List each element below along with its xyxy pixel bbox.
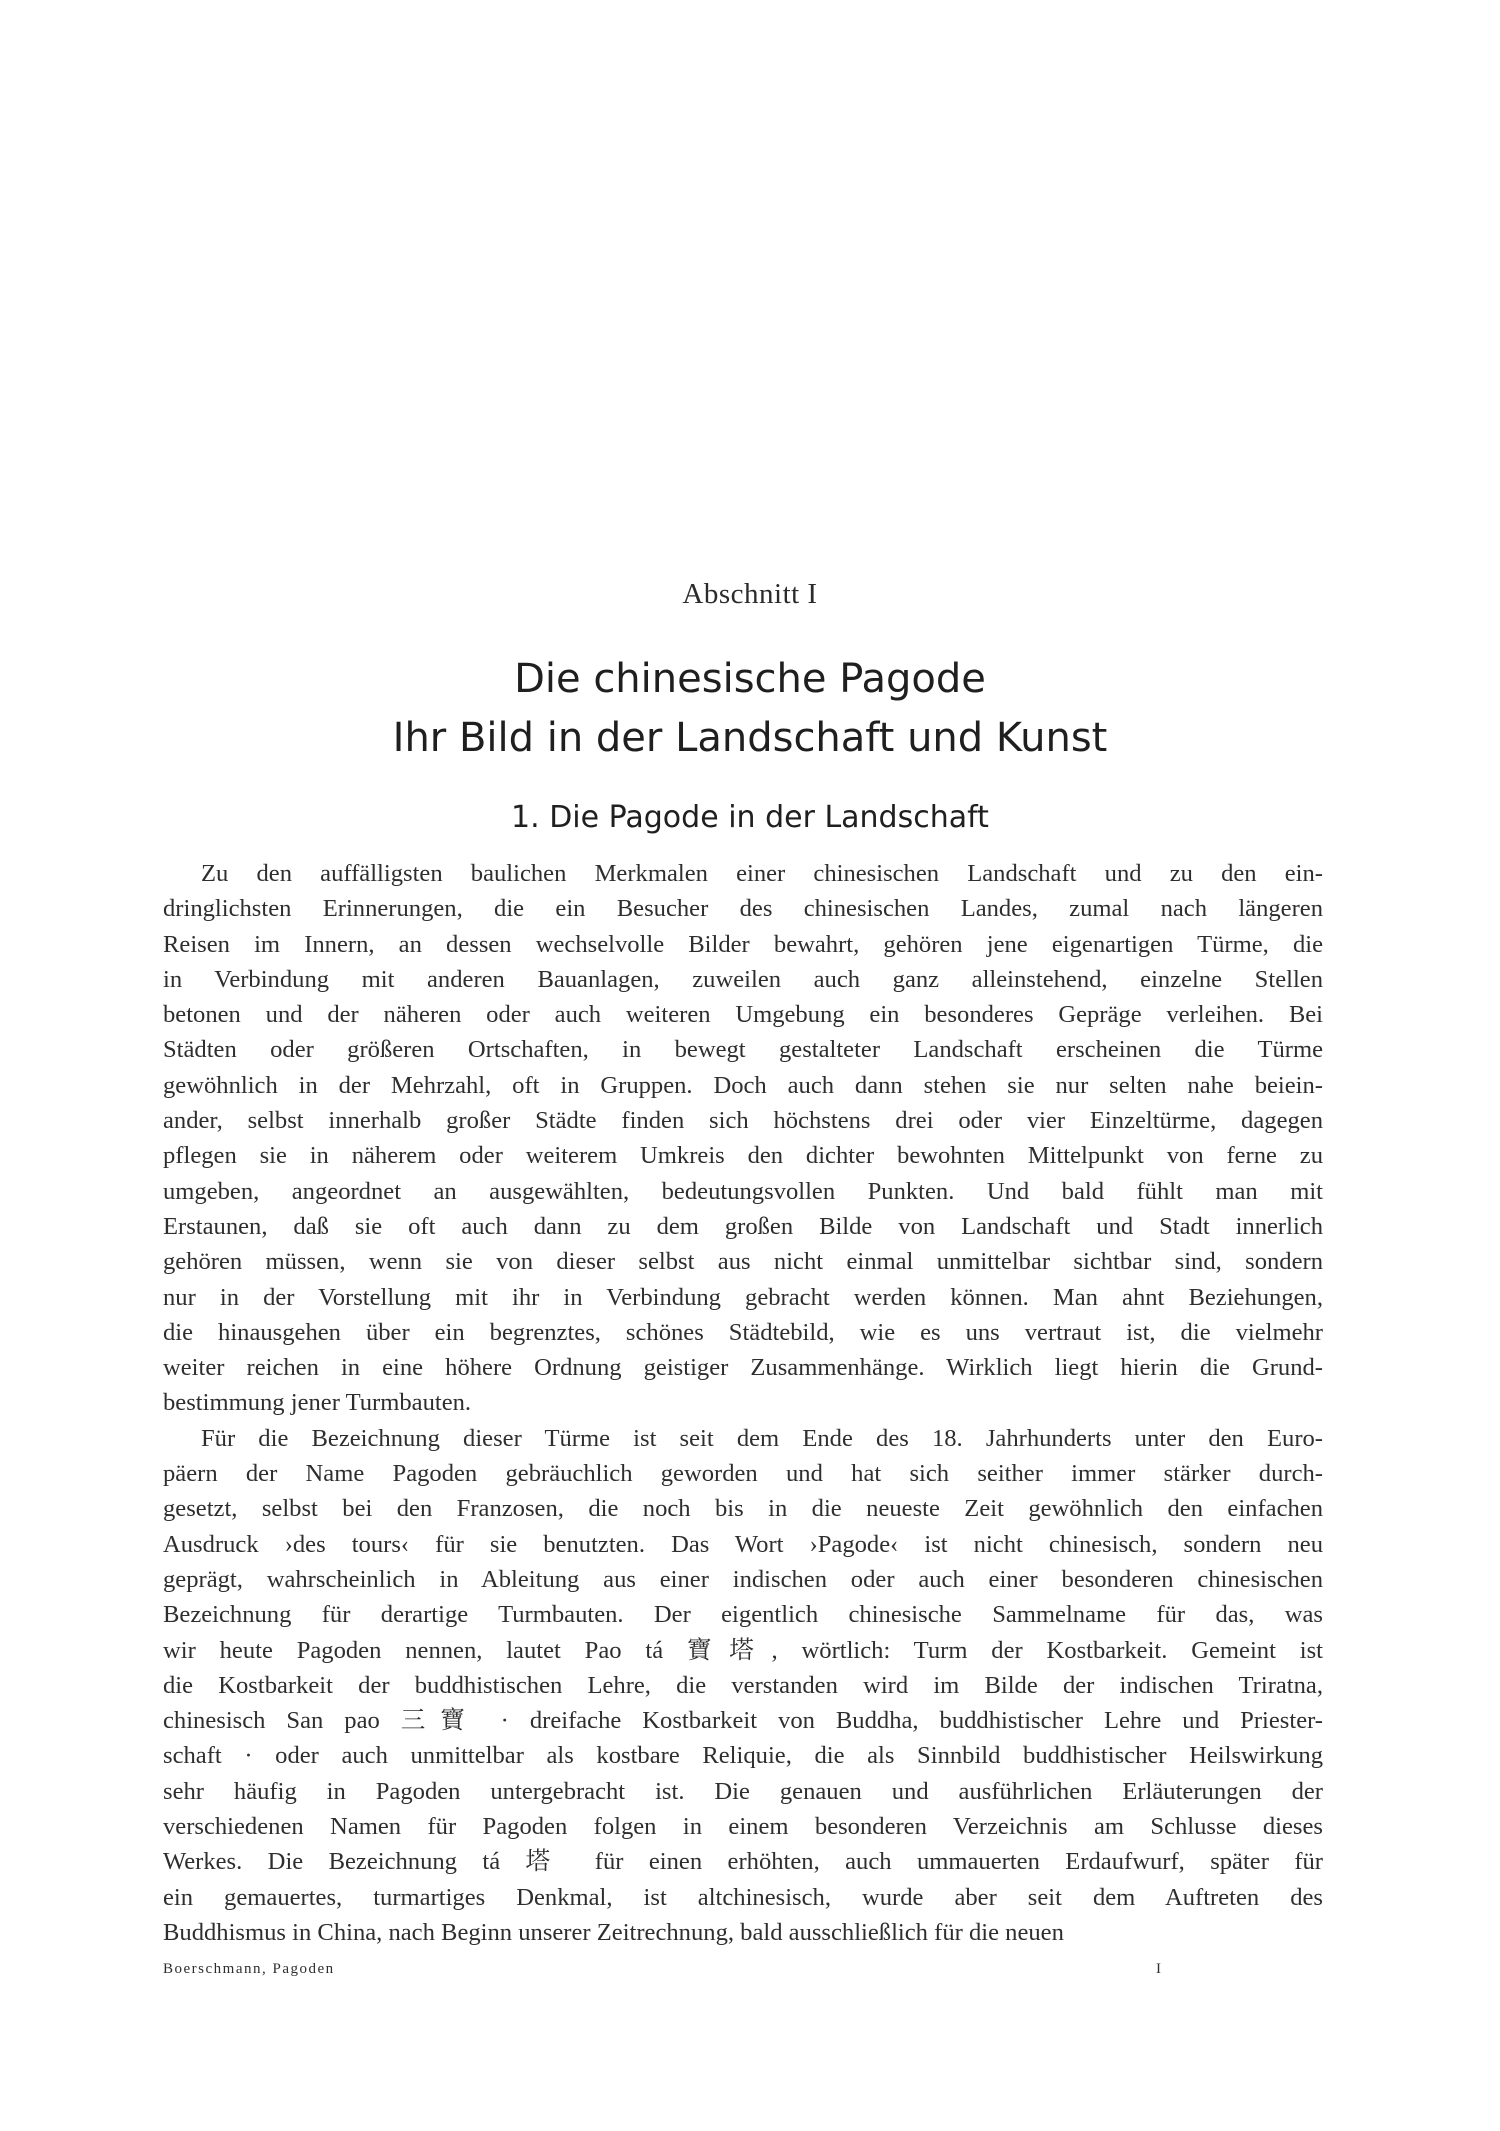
text-line: Städten oder größeren Ortschaften, in bewegt gestalteter Landschaft erscheinen die Türme xyxy=(163,1036,1323,1064)
text-line: Für die Bezeichnung dieser Türme ist seit dem Ende des 18. Jahrhunderts unter den Euro- xyxy=(201,1424,1323,1452)
text-line: bestimmung jener Turmbauten. xyxy=(163,1389,472,1417)
text-line: sehr häufig in Pagoden untergebracht ist. Die genauen und ausführlichen Erläuterungen der xyxy=(163,1777,1323,1805)
text-line: wir heute Pagoden nennen, lautet Pao tá 寶塔, wörtlich: Turm der Kostbarkeit. Gemeint ist xyxy=(163,1636,1323,1664)
text-line: Werkes. Die Bezeichnung tá 塔 für einen erhöhten, auch ummauerten Erdaufwurf, später für xyxy=(163,1848,1323,1876)
text-line: verschiedenen Namen für Pagoden folgen in einem besonderen Verzeichnis am Schlusse dieses xyxy=(163,1813,1323,1841)
text-line: weiter reichen in eine höhere Ordnung geistiger Zusammenhänge. Wirklich liegt hierin die Grund- xyxy=(163,1354,1323,1382)
subsection-heading: 1. Die Pagode in der Landschaft xyxy=(511,800,989,835)
text-line: Buddhismus in China, nach Beginn unserer Zeitrechnung, bald ausschließlich für die neuen xyxy=(163,1918,1064,1946)
text-line: Erstaunen, daß sie oft auch dann zu dem großen Bilde von Landschaft und Stadt innerlich xyxy=(163,1212,1323,1240)
body-text xyxy=(163,856,1323,1950)
text-line: nur in der Vorstellung mit ihr in Verbindung gebracht werden können. Man ahnt Beziehungen, xyxy=(163,1283,1323,1311)
chapter-title xyxy=(0,650,1500,768)
text-line: die Kostbarkeit der buddhistischen Lehre, die verstanden wird im Bilde der indischen Triratna, xyxy=(163,1671,1323,1699)
text-line: gewöhnlich in der Mehrzahl, oft in Gruppen. Doch auch dann stehen sie nur selten nahe beiein- xyxy=(163,1071,1323,1099)
text-line: geprägt, wahrscheinlich in Ableitung aus einer indischen oder auch einer besonderen chinesischen xyxy=(163,1565,1323,1593)
text-line: die hinausgehen über ein begrenztes, schönes Städtebild, wie es uns vertraut ist, die vielmehr xyxy=(163,1318,1323,1346)
section-label: Abschnitt I xyxy=(682,578,818,610)
text-line: Bezeichnung für derartige Turmbauten. Der eigentlich chinesische Sammelname für das, was xyxy=(163,1601,1323,1629)
footer-author-title: Boerschmann, Pagoden xyxy=(163,1961,335,1977)
paragraph-1 xyxy=(163,856,1323,1421)
text-line: Zu den auffälligsten baulichen Merkmalen einer chinesischen Landschaft und zu den ein- xyxy=(201,860,1323,887)
text-line: in Verbindung mit anderen Bauanlagen, zuweilen auch ganz alleinstehend, einzelne Stellen xyxy=(163,965,1323,993)
text-line: ander, selbst innerhalb großer Städte finden sich höchstens drei oder vier Einzeltürme, dagegen xyxy=(163,1107,1323,1135)
paragraph-2 xyxy=(163,1421,1323,1950)
chapter-title-line-1: Die chinesische Pagode xyxy=(514,656,986,702)
text-line: dringlichsten Erinnerungen, die ein Besucher des chinesischen Landes, zumal nach längeren xyxy=(163,895,1323,923)
text-line: ein gemauertes, turmartiges Denkmal, ist altchinesisch, wurde aber seit dem Auftreten des xyxy=(163,1883,1323,1911)
text-line: gehören müssen, wenn sie von dieser selbst aus nicht einmal unmittelbar sichtbar sind, sondern xyxy=(163,1248,1323,1276)
text-line: schaft · oder auch unmittelbar als kostbare Reliquie, die als Sinnbild buddhistischer Heilswirkung xyxy=(163,1742,1323,1770)
text-line: gesetzt, selbst bei den Franzosen, die noch bis in die neueste Zeit gewöhnlich den einfachen xyxy=(163,1495,1323,1523)
text-line: Reisen im Innern, an dessen wechselvolle Bilder bewahrt, gehören jene eigenartigen Türme, die xyxy=(163,930,1323,958)
text-line: chinesisch San pao 三寶 · dreifache Kostbarkeit von Buddha, buddhistischer Lehre und Priester- xyxy=(163,1707,1323,1735)
footer-page-number: I xyxy=(1156,1961,1161,1977)
text-line: umgeben, angeordnet an ausgewählten, bedeutungsvollen Punkten. Und bald fühlt man mit xyxy=(163,1177,1323,1205)
chapter-title-line-2: Ihr Bild in der Landschaft und Kunst xyxy=(392,715,1108,761)
text-line: Ausdruck ›des tours‹ für sie benutzten. Das Wort ›Pagode‹ ist nicht chinesisch, sondern neu xyxy=(163,1530,1323,1558)
text-line: betonen und der näheren oder auch weiteren Umgebung ein besonderes Gepräge verleihen. Bei xyxy=(163,1001,1323,1029)
text-line: pflegen sie in näherem oder weiterem Umkreis den dichter bewohnten Mittelpunkt von ferne zu xyxy=(163,1142,1323,1170)
text-line: päern der Name Pagoden gebräuchlich geworden und hat sich seither immer stärker durch- xyxy=(163,1460,1323,1488)
